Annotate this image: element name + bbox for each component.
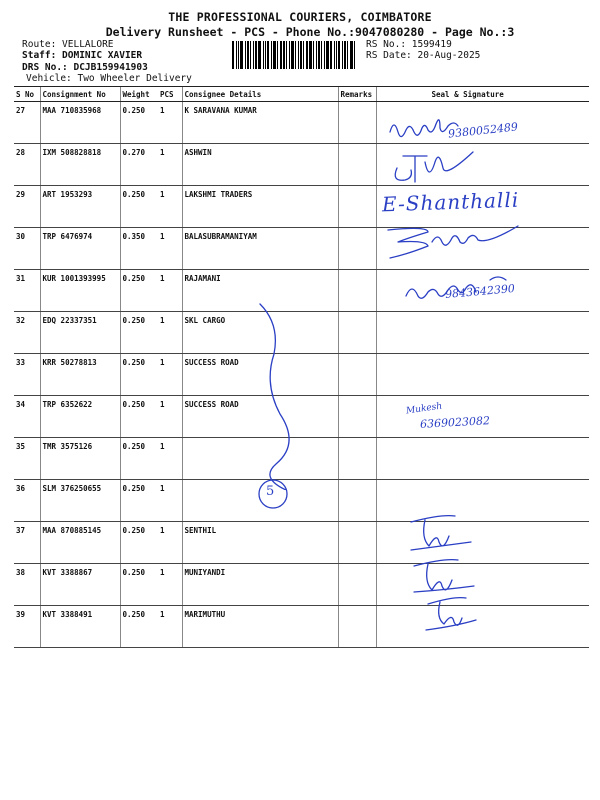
row-consignment: IXM 508828818 — [40, 144, 120, 186]
runsheet-subtitle: Delivery Runsheet - PCS - Phone No.:9047080280 - Page No.:3 — [105, 25, 515, 39]
row-consignment: TRP 6352622 — [40, 396, 120, 438]
row-pcs: 1 — [158, 102, 182, 144]
row-remarks — [338, 564, 376, 606]
drs-number: DRS No.: DCJB159941903 — [22, 62, 148, 73]
col-sno: S No — [14, 87, 40, 102]
row-consignment: TMR 3575126 — [40, 438, 120, 480]
row-consignment: KVT 3388491 — [40, 606, 120, 648]
row-consignment: MAA 870885145 — [40, 522, 120, 564]
col-consignee: Consignee Details — [182, 87, 338, 102]
row-pcs: 1 — [158, 228, 182, 270]
row-sno: 29 — [14, 186, 40, 228]
row-consignee: SUCCESS ROAD — [182, 354, 338, 396]
row-consignment: KUR 1001393995 — [40, 270, 120, 312]
vehicle-label: Vehicle: Two Wheeler Delivery — [26, 73, 192, 84]
col-weight: Weight — [120, 87, 158, 102]
table-row — [14, 480, 589, 522]
table-row — [14, 522, 589, 564]
row-weight: 0.250 — [120, 186, 158, 228]
row-remarks — [338, 438, 376, 480]
row-sno: 36 — [14, 480, 40, 522]
row-remarks — [338, 186, 376, 228]
row-signature — [376, 438, 589, 480]
row-signature — [376, 354, 589, 396]
row-sno: 35 — [14, 438, 40, 480]
row-pcs: 1 — [158, 354, 182, 396]
row-consignee: RAJAMANI — [182, 270, 338, 312]
row-sno: 32 — [14, 312, 40, 354]
row-weight: 0.250 — [120, 522, 158, 564]
table-row — [14, 438, 589, 480]
table-row — [14, 396, 589, 438]
row-consignment: MAA 710835968 — [40, 102, 120, 144]
route-label: Route: VELLALORE — [22, 39, 114, 50]
row-sno: 34 — [14, 396, 40, 438]
row-consignee: BALASUBRAMANIYAM — [182, 228, 338, 270]
row-pcs: 1 — [158, 522, 182, 564]
row-weight: 0.350 — [120, 228, 158, 270]
row-remarks — [338, 606, 376, 648]
row-sno: 38 — [14, 564, 40, 606]
row-consignee: MUNIYANDI — [182, 564, 338, 606]
row-pcs: 1 — [158, 270, 182, 312]
company-title: THE PROFESSIONAL COURIERS, COIMBATORE — [168, 10, 432, 24]
row-consignee: LAKSHMI TRADERS — [182, 186, 338, 228]
row-weight: 0.250 — [120, 480, 158, 522]
row-pcs: 1 — [158, 312, 182, 354]
row-weight: 0.250 — [120, 396, 158, 438]
row-pcs: 1 — [158, 564, 182, 606]
row-remarks — [338, 480, 376, 522]
row-remarks — [338, 522, 376, 564]
table-row — [14, 606, 589, 648]
signature-34-name: Mukesh — [405, 401, 443, 417]
barcode — [232, 41, 356, 69]
row-consignment: SLM 376250655 — [40, 480, 120, 522]
table-row — [14, 354, 589, 396]
col-consignment: Consignment No — [40, 87, 120, 102]
ink-line-scribble — [250, 300, 300, 490]
row-remarks — [338, 102, 376, 144]
row-remarks — [338, 270, 376, 312]
signature-29: E-Shanthalli — [381, 187, 520, 217]
row-weight: 0.250 — [120, 606, 158, 648]
row-pcs: 1 — [158, 186, 182, 228]
row-consignee: ASHWIN — [182, 144, 338, 186]
row-weight: 0.250 — [120, 312, 158, 354]
row-consignment: KVT 3388867 — [40, 564, 120, 606]
row-sno: 28 — [14, 144, 40, 186]
row-sno: 39 — [14, 606, 40, 648]
runsheet-table — [14, 86, 589, 648]
row-sno: 27 — [14, 102, 40, 144]
staff-label: Staff: DOMINIC XAVIER — [22, 50, 143, 61]
row-weight: 0.270 — [120, 144, 158, 186]
row-remarks — [338, 312, 376, 354]
row-sno: 31 — [14, 270, 40, 312]
row-consignment: ART 1953293 — [40, 186, 120, 228]
row-pcs: 1 — [158, 396, 182, 438]
row-sno: 37 — [14, 522, 40, 564]
row-consignment: KRR 50278813 — [40, 354, 120, 396]
col-seal-signature: Seal & Signature — [376, 87, 589, 102]
circle-mark-number: 5 — [266, 484, 275, 499]
signature-row-28 — [385, 150, 475, 186]
table-row — [14, 564, 589, 606]
row-sno: 30 — [14, 228, 40, 270]
row-remarks — [338, 144, 376, 186]
row-consignee: MARIMUTHU — [182, 606, 338, 648]
row-weight: 0.250 — [120, 564, 158, 606]
row-weight: 0.250 — [120, 270, 158, 312]
row-consignment: TRP 6476974 — [40, 228, 120, 270]
row-consignee: K SARAVANA KUMAR — [182, 102, 338, 144]
row-consignee: SKL CARGO — [182, 312, 338, 354]
row-remarks — [338, 228, 376, 270]
table-header-row — [14, 87, 589, 102]
row-sno: 33 — [14, 354, 40, 396]
signature-row-37 — [405, 512, 485, 554]
row-pcs: 1 — [158, 438, 182, 480]
row-pcs: 1 — [158, 144, 182, 186]
col-remarks: Remarks — [338, 87, 376, 102]
signature-34-phone: 6369023082 — [419, 414, 491, 431]
row-consignee: SENTHIL — [182, 522, 338, 564]
row-pcs: 1 — [158, 606, 182, 648]
row-consignee: SUCCESS ROAD — [182, 396, 338, 438]
signature-27-phone: 9380052489 — [447, 120, 519, 141]
signature-row-30 — [382, 222, 542, 262]
rs-number: RS No.: 1599419 — [366, 39, 452, 50]
table-row — [14, 312, 589, 354]
row-pcs: 1 — [158, 480, 182, 522]
row-weight: 0.250 — [120, 438, 158, 480]
row-weight: 0.250 — [120, 102, 158, 144]
col-pcs: PCS — [158, 87, 182, 102]
rs-date: RS Date: 20-Aug-2025 — [366, 50, 481, 61]
row-remarks — [338, 396, 376, 438]
signature-31-phone: 9843642390 — [444, 281, 516, 302]
row-signature — [376, 312, 589, 354]
row-weight: 0.250 — [120, 354, 158, 396]
row-consignment: EDQ 22337351 — [40, 312, 120, 354]
row-remarks — [338, 354, 376, 396]
signature-row-39 — [420, 592, 490, 634]
